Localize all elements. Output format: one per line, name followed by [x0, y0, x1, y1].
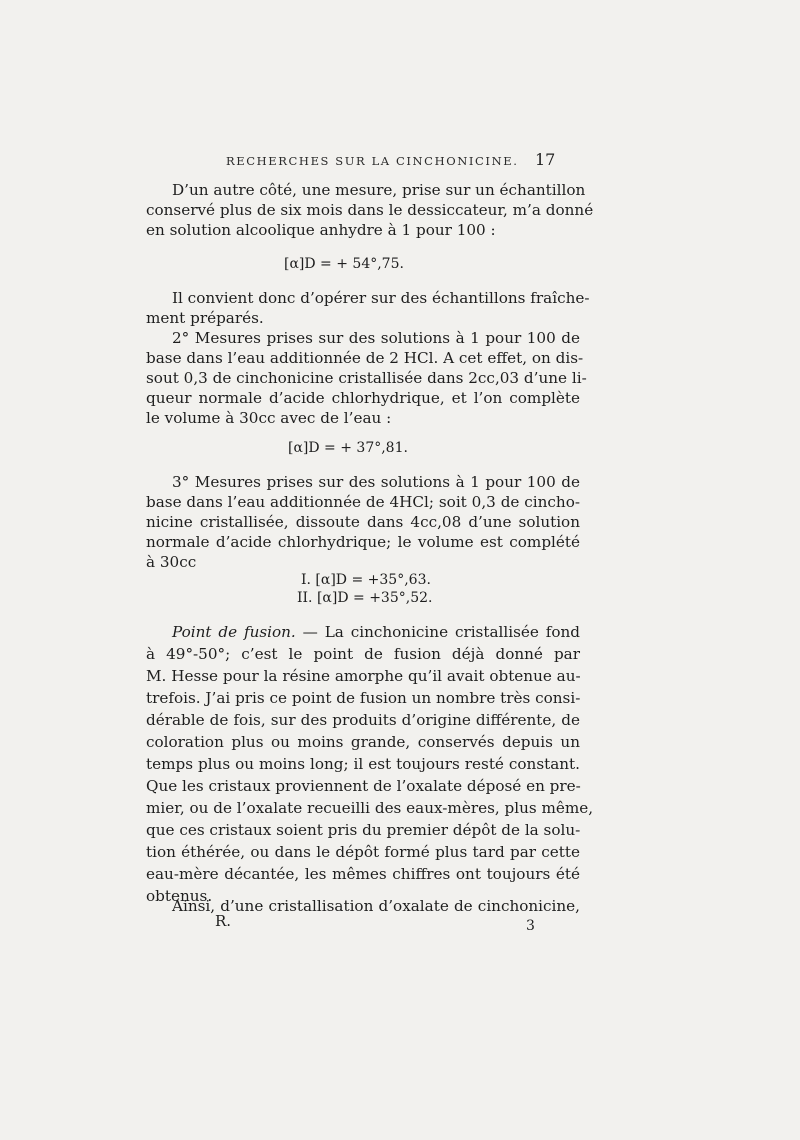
- text-line: conservé plus de six mois dans le dessiccateur, m’a donné: [146, 201, 594, 219]
- text-line: base dans l’eau additionnée de 2 HCl. A cet effet, on dis-: [146, 349, 584, 367]
- page-number: 17: [535, 150, 556, 169]
- text-line: eau-mère décantée, les mêmes chiffres ont toujours été: [146, 865, 580, 883]
- text-line: trefois. J’ai pris ce point de fusion un nombre très consi-: [146, 689, 581, 707]
- text-line: mier, ou de l’oxalate recueilli des eaux-mères, plus même,: [146, 799, 594, 817]
- text-line: Ainsi, d’une cristallisation d’oxalate de cinchonicine,: [172, 897, 580, 915]
- text-line: temps plus ou moins long; il est toujours resté constant.: [146, 755, 580, 773]
- text-line: à 30cc: [146, 553, 197, 571]
- text-line: Point de fusion. — La cinchonicine cristallisée fond: [172, 623, 580, 641]
- text-line: M. Hesse pour la résine amorphe qu’il avait obtenue au-: [146, 667, 581, 685]
- text-line: ment préparés.: [146, 309, 264, 327]
- text-line: en solution alcoolique anhydre à 1 pour 100 :: [146, 221, 496, 239]
- text-line: dérable de fois, sur des produits d’origine différente, de: [146, 711, 580, 729]
- formula-rotation-3: I. [α]D = +35°,63.: [301, 572, 431, 588]
- text-line: à 49°-50°; c’est le point de fusion déjà donné par: [146, 645, 580, 663]
- text-line: Il convient donc d’opérer sur des échantillons fraîche-: [172, 289, 590, 307]
- running-header: RECHERCHES SUR LA CINCHONICINE.: [226, 154, 519, 168]
- text-line: coloration plus ou moins grande, conservés depuis un: [146, 733, 580, 751]
- text-line: queur normale d’acide chlorhydrique, et l’on complète: [146, 389, 580, 407]
- text-line: 2° Mesures prises sur des solutions à 1 pour 100 de: [172, 329, 580, 347]
- formula-rotation-2: [α]D = + 37°,81.: [288, 440, 408, 456]
- text-line: Que les cristaux proviennent de l’oxalate déposé en pre-: [146, 777, 581, 795]
- formula-rotation-4: II. [α]D = +35°,52.: [297, 590, 433, 606]
- signature-mark: R.: [215, 912, 232, 930]
- text-line: sout 0,3 de cinchonicine cristallisée dans 2cc,03 d’une li-: [146, 369, 587, 387]
- section-heading-point-de-fusion: Point de fusion.: [172, 623, 296, 641]
- text-line: le volume à 30cc avec de l’eau :: [146, 409, 392, 427]
- text-line: D’un autre côté, une mesure, prise sur un échantillon: [172, 181, 586, 199]
- text-line: base dans l’eau additionnée de 4HCl; soit 0,3 de cincho-: [146, 493, 580, 511]
- text-line: obtenus.: [146, 887, 213, 905]
- sheet-number: 3: [526, 918, 535, 934]
- text-line: 3° Mesures prises sur des solutions à 1 pour 100 de: [172, 473, 580, 491]
- text-line: normale d’acide chlorhydrique; le volume est complété: [146, 533, 580, 551]
- text-line: nicine cristallisée, dissoute dans 4cc,08 d’une solution: [146, 513, 580, 531]
- formula-rotation-1: [α]D = + 54°,75.: [284, 256, 404, 272]
- text-line: que ces cristaux soient pris du premier dépôt de la solu-: [146, 821, 581, 839]
- text-line: tion éthérée, ou dans le dépôt formé plus tard par cette: [146, 843, 580, 861]
